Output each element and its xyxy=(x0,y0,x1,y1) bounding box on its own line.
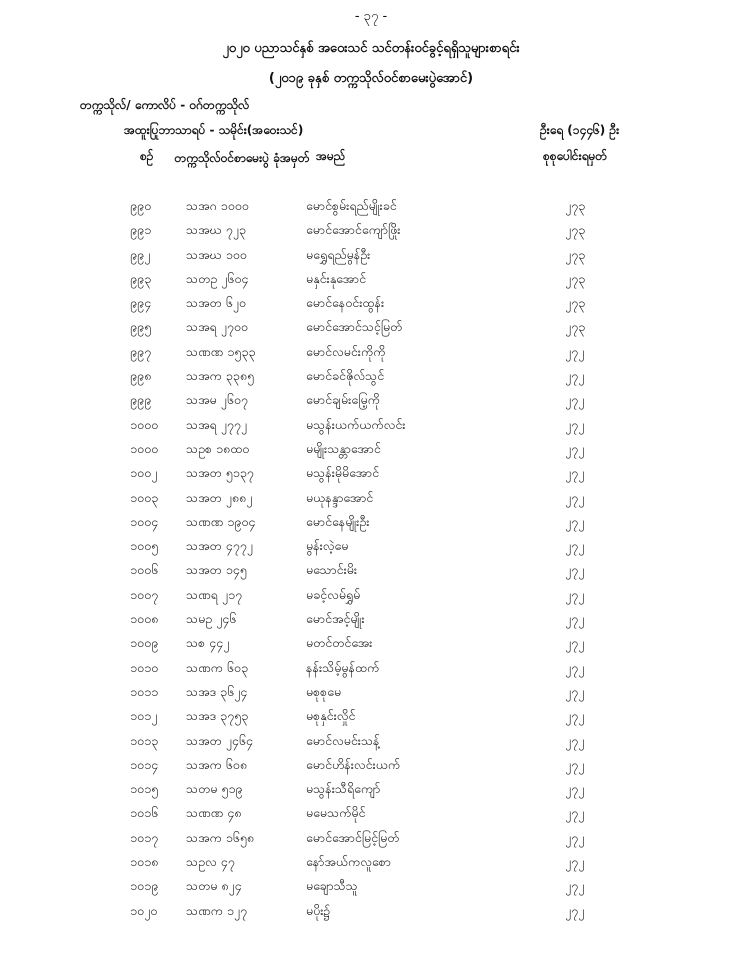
row-number: ၁၀၀၉ xyxy=(130,635,159,651)
student-name: မောင်လမင်းကိုကို xyxy=(306,343,386,359)
table-row xyxy=(0,583,742,607)
roll-number: သအဃ ၁၀၀ xyxy=(186,246,247,262)
table-row xyxy=(0,218,742,242)
student-name: မရွှေရည်မွန်ဦး xyxy=(306,246,371,262)
row-number: ၁၀၁၇ xyxy=(130,829,159,845)
column-header-name: အမည် xyxy=(316,149,346,163)
table-row xyxy=(0,486,742,510)
student-name: မောင်လမင်းသန့် xyxy=(306,732,380,748)
roll-number: သအရ ၂၇၀၀ xyxy=(186,319,248,335)
student-name: မချောသီသူ xyxy=(306,878,358,894)
table-row xyxy=(0,801,742,825)
table-row xyxy=(0,704,742,728)
row-number: ၁၀၀၀ xyxy=(130,440,159,456)
total-score: ၂၇၂ xyxy=(565,368,585,384)
total-score: ၂၇၃ xyxy=(565,246,586,262)
total-score: ၂၇၂ xyxy=(565,586,585,602)
roll-number: သအက ၃၃၈၅ xyxy=(186,368,254,384)
total-score: ၂၇၂ xyxy=(565,829,585,845)
table-row xyxy=(0,510,742,534)
row-number: ၁၀၁၀ xyxy=(130,659,159,675)
student-name: မောင်နေမျိုးဦး xyxy=(306,513,370,529)
row-number: ၁၀၁၁ xyxy=(130,683,159,699)
column-header-score: စုစုပေါင်းရမှတ် xyxy=(543,149,608,163)
roll-number: သဏဏ ၁၅၃၃ xyxy=(186,343,256,359)
total-score: ၂၇၂ xyxy=(565,781,585,797)
roll-number: သမဥ ၂၄၆ xyxy=(186,611,237,627)
roll-number: သအမ ၂၆၀၇ xyxy=(186,392,248,408)
student-name: မသွန်းယက်ယက်လင်း xyxy=(306,416,406,432)
roll-number: သအဂ ၁၀၀၀ xyxy=(186,198,249,213)
total-score: ၂၇၂ xyxy=(565,878,585,894)
table-row xyxy=(0,558,742,582)
roll-number: သအတ ၂၈၈၂ xyxy=(186,489,253,505)
roll-number: သဥလ ၄၇ xyxy=(186,854,235,870)
row-number: ၁၀၀၃ xyxy=(130,489,159,505)
page-number: - ၃၇ - xyxy=(354,9,388,24)
total-score: ၂၇၂ xyxy=(565,708,585,724)
student-name: မမေသက်မိုင် xyxy=(306,805,366,821)
total-score: ၂၇၂ xyxy=(565,902,585,918)
row-number: ၁၀၂၀ xyxy=(130,902,158,918)
total-score: ၂၇၂ xyxy=(565,683,585,699)
student-name: မသွန်းမိုမိအောင် xyxy=(306,465,379,481)
student-name: မစုနှင်းလှိုင် xyxy=(306,708,356,724)
student-name: မောင်စွမ်းရည်မျိုးခင် xyxy=(306,198,397,213)
table-row xyxy=(0,315,742,339)
student-name: မနှင်းနုအောင် xyxy=(306,270,367,286)
table-row xyxy=(0,777,742,801)
roll-number: သတမ ၈၂၄ xyxy=(186,878,242,894)
table-row xyxy=(0,729,742,753)
roll-number: သအတ ၂၄၆၄ xyxy=(186,732,253,748)
row-number: ၁၀၀၇ xyxy=(130,586,159,602)
row-number: ၁၀၀၀ xyxy=(130,416,159,432)
roll-number: သအက ၁၆၅၈ xyxy=(186,829,254,845)
total-score: ၂၇၂ xyxy=(565,392,585,408)
table-row xyxy=(0,413,742,437)
row-number: ၉၉၀ xyxy=(130,198,152,213)
column-header-roll: တက္ကသိုလ်ဝင်စာမေးပွဲ ခုံအမှတ် xyxy=(174,151,310,165)
roll-number: သအက ၆၀၈ xyxy=(186,756,247,772)
total-score: ၂၇၃ xyxy=(565,319,586,335)
row-number: ၉၉၇ xyxy=(130,343,152,359)
row-number: ၉၉၉ xyxy=(130,392,152,408)
student-name: နော်အယ်ကလူစော xyxy=(306,854,391,870)
student-name: မောင်နေဝင်းထွန်း xyxy=(306,295,385,311)
table-row xyxy=(0,826,742,850)
total-score: ၂၇၂ xyxy=(565,513,585,529)
row-number: ၁၀၁၆ xyxy=(130,805,159,821)
student-name: မောင်အင့်မျိုး xyxy=(306,611,365,627)
total-score: ၂၇၂ xyxy=(565,732,585,748)
student-name: မောင်အောင်သင့်မြတ် xyxy=(306,319,403,335)
row-number: ၉၉၂ xyxy=(130,246,151,262)
roll-number: သတမ ၅၁၉ xyxy=(186,781,243,797)
row-number: ၁၀၀၈ xyxy=(130,611,159,627)
row-number: ၁၀၁၃ xyxy=(130,732,159,748)
student-name: မတင်တင်အေး xyxy=(306,635,373,651)
total-score: ၂၇၂ xyxy=(565,805,585,821)
table-row xyxy=(0,631,742,655)
roll-number: သတဥ ၂၆၀၄ xyxy=(186,270,249,286)
total-score: ၂၇၂ xyxy=(565,635,585,651)
roll-number: သဏဏ ၄၈ xyxy=(186,805,242,821)
table-row xyxy=(0,753,742,777)
row-number: ၉၉၄ xyxy=(130,295,152,311)
roll-number: သဏဏ ၁၉၀၄ xyxy=(186,513,256,529)
student-name: မယုနန္ဒာအောင် xyxy=(306,489,374,505)
total-count-heading: ဦးရေ (၁၄၄၆) ဦး xyxy=(540,123,620,137)
student-name: မစုစုမေ xyxy=(306,683,342,699)
total-score: ၂၇၃ xyxy=(565,295,586,311)
total-score: ၂၇၂ xyxy=(565,416,585,432)
roll-number: သဏရ ၂၁၇ xyxy=(186,586,243,602)
table-row xyxy=(0,656,742,680)
student-name: မောင်အောင်ကျော်ဖြိုး xyxy=(306,222,401,238)
roll-number: သဥစ ၁၈ထ၀ xyxy=(186,440,250,456)
total-score: ၂၇၂ xyxy=(565,440,585,456)
column-header-no: စဉ် xyxy=(140,149,154,163)
row-number: ၉၉၈ xyxy=(130,368,152,384)
table-row xyxy=(0,461,742,485)
table-row xyxy=(0,437,742,461)
student-name: မမျိုးသန္တာအောင် xyxy=(306,440,381,456)
row-number: ၁၀၀၆ xyxy=(130,562,159,578)
total-score: ၂၇၂ xyxy=(565,343,585,359)
total-score: ၂၇၂ xyxy=(565,659,585,675)
table-row xyxy=(0,291,742,315)
student-name: မခင့်လမ်ရွှမ် xyxy=(306,586,361,602)
total-score: ၂၇၂ xyxy=(565,611,585,627)
roll-number: သအဒ ၃၆၂၄ xyxy=(186,683,248,699)
table-row xyxy=(0,850,742,874)
total-score: ၂၇၃ xyxy=(565,222,586,238)
major-subject-heading: အထူးပြုဘာသာရပ် - သမိုင်း(အဝေးသင်) xyxy=(124,123,304,137)
table-row xyxy=(0,680,742,704)
row-number: ၁၀၀၅ xyxy=(130,538,159,554)
total-score: ၂၇၂ xyxy=(565,854,585,870)
roll-number: သအတ ၆၂၀ xyxy=(186,295,246,311)
row-number: ၁၀၀၂ xyxy=(130,465,158,481)
row-number: ၉၉၃ xyxy=(130,270,152,286)
student-name: မွန်းလဲ့မေ xyxy=(306,538,349,554)
document-subtitle: (၂၀၁၉ ခုနှစ် တက္ကသိုလ်ဝင်စာမေးပွဲအောင်) xyxy=(268,71,474,86)
total-score: ၂၇၃ xyxy=(565,270,586,286)
roll-number: သအဒ ၃၇၅၃ xyxy=(186,708,249,724)
total-score: ၂၇၂ xyxy=(565,538,585,554)
row-number: ၁၀၀၄ xyxy=(130,513,159,529)
row-number: ၁၀၁၈ xyxy=(130,854,159,870)
table-row xyxy=(0,388,742,412)
student-name: နန်းသိမ့်မွန်ထက် xyxy=(306,659,380,675)
roll-number: သဏက ၁၂၇ xyxy=(186,902,248,918)
total-score: ၂၇၃ xyxy=(565,198,586,213)
roll-number: သစ ၄၄၂ xyxy=(186,635,230,651)
student-name: မောင်ချမ်းမြေ့ကို xyxy=(306,392,380,408)
document-title: ၂၀၂၀ ပညာသင်နှစ် အဝေးသင် သင်တန်းဝင်ခွင့်ရရှိသူများစာရင်း xyxy=(222,41,520,56)
row-number: ၁၀၁၄ xyxy=(130,756,159,772)
table-row xyxy=(0,534,742,558)
roll-number: သအတ ၄၇၇၂ xyxy=(186,538,253,554)
student-name: မောင်ခင်ဇိုလ်သွင် xyxy=(306,368,385,384)
roll-number: သဏက ၆၀၃ xyxy=(186,659,248,675)
results-table xyxy=(0,194,742,923)
student-name: မောင်ဟိန်းလင်းယက် xyxy=(306,756,401,772)
table-row xyxy=(0,899,742,923)
roll-number: သအရ ၂၇၇၂ xyxy=(186,416,248,432)
student-name: မသောင်းမိး xyxy=(306,562,358,578)
table-row xyxy=(0,194,742,218)
row-number: ၁၀၁၅ xyxy=(130,781,159,797)
student-name: မပိုး၌ xyxy=(306,902,331,918)
table-row xyxy=(0,340,742,364)
student-name: မသွန်းသီရိကျော် xyxy=(306,781,381,797)
total-score: ၂၇၂ xyxy=(565,756,585,772)
table-row xyxy=(0,364,742,388)
roll-number: သအတ ၁၄၅ xyxy=(186,562,247,578)
table-row xyxy=(0,243,742,267)
table-row xyxy=(0,874,742,898)
row-number: ၁၀၁၂ xyxy=(130,708,158,724)
roll-number: သအဃ ၇၂၃ xyxy=(186,222,246,238)
university-line: တက္ကသိုလ်/ ကောလိပ် - ဝဂ်တက္ကသိုလ် xyxy=(80,98,250,112)
row-number: ၉၉၅ xyxy=(130,319,152,335)
row-number: ၉၉၁ xyxy=(130,222,152,238)
student-name: မောင်အောင်မြင့်မြတ် xyxy=(306,829,400,845)
total-score: ၂၇၂ xyxy=(565,562,585,578)
total-score: ၂၇၂ xyxy=(565,465,585,481)
roll-number: သအတ ၅၁၃၇ xyxy=(186,465,254,481)
row-number: ၁၀၁၉ xyxy=(130,878,159,894)
table-row xyxy=(0,607,742,631)
table-row xyxy=(0,267,742,291)
total-score: ၂၇၂ xyxy=(565,489,585,505)
